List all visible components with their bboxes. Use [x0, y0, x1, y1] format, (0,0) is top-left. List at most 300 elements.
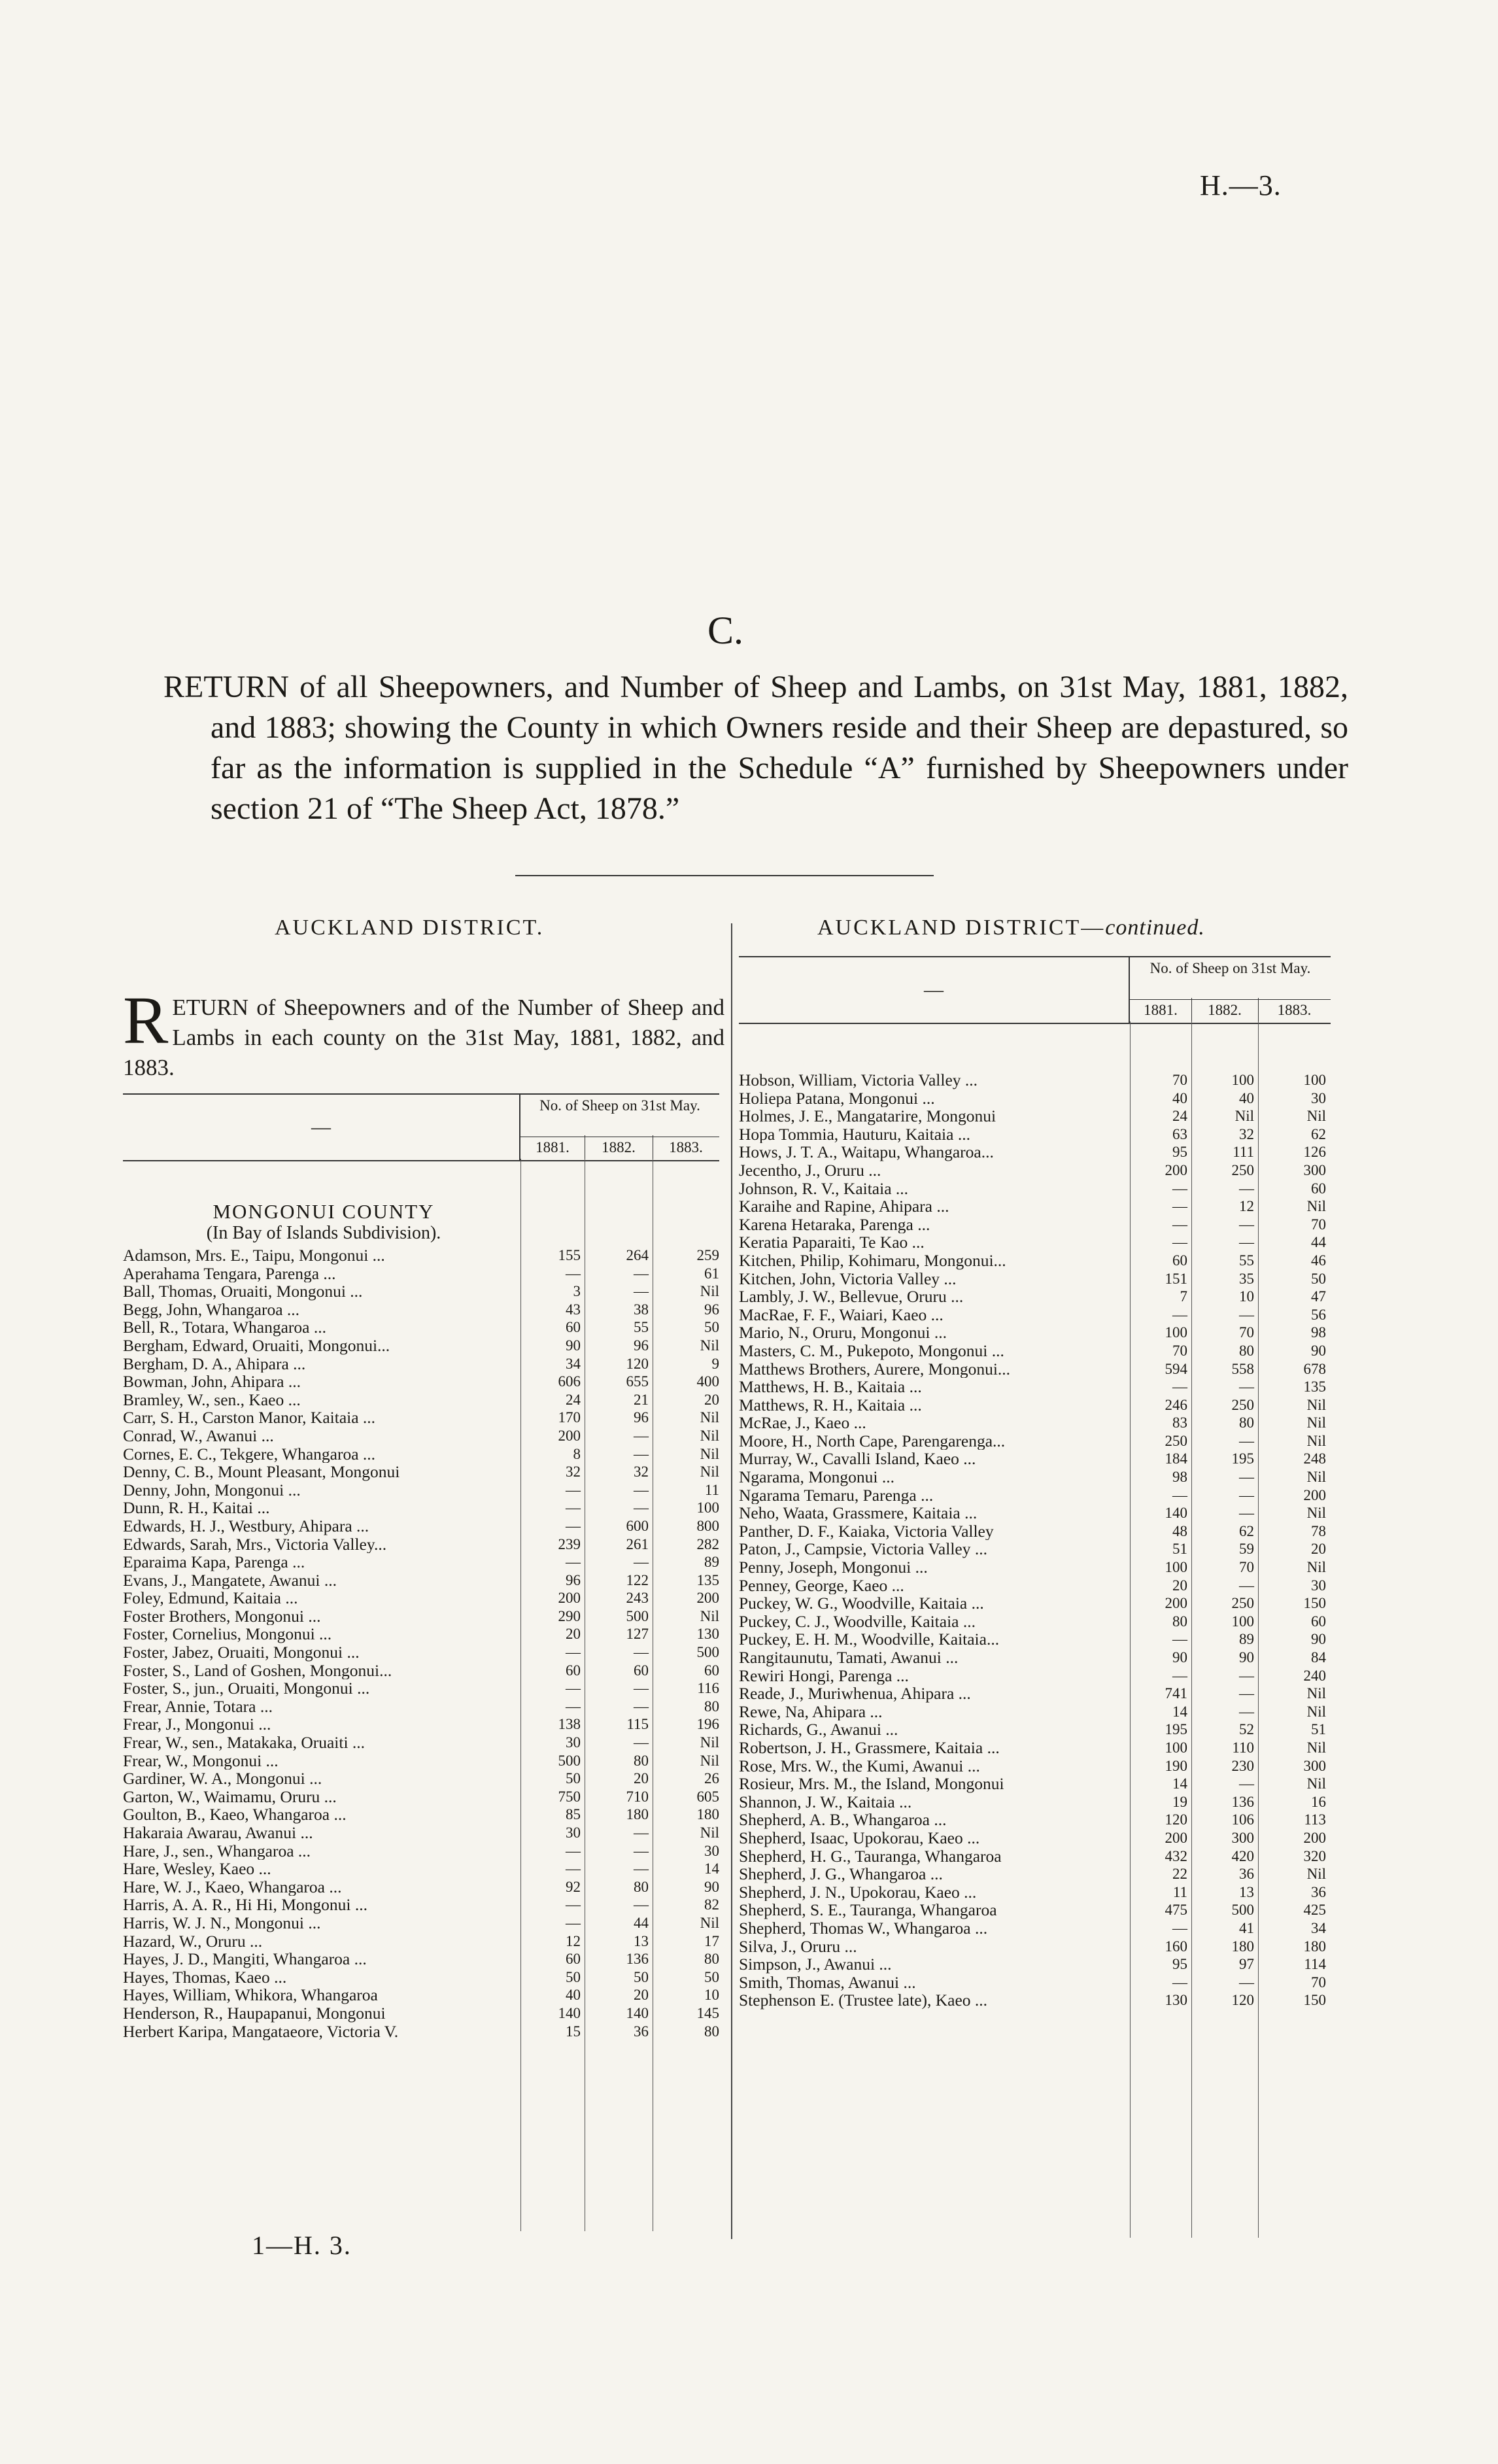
sheep-1882: 80	[634, 1878, 649, 1895]
sheep-1882: 115	[626, 1716, 649, 1733]
owner-name: Bramley, W., sen., Kaeo ...	[123, 1390, 301, 1409]
table-row	[739, 1306, 1331, 1324]
owner-name: Ball, Thomas, Oruaiti, Mongonui ...	[123, 1282, 363, 1301]
table-row	[739, 1720, 1331, 1739]
sheep-1882: 120	[626, 1355, 649, 1372]
owner-name: Denny, C. B., Mount Pleasant, Mongonui	[123, 1463, 400, 1481]
sheep-1882: 97	[1239, 1956, 1254, 1973]
table-row	[123, 1878, 719, 1896]
table-row	[739, 1811, 1331, 1829]
sheep-1883: 30	[704, 1842, 719, 1859]
sheep-1881: 155	[558, 1247, 581, 1263]
left-district-heading: AUCKLAND DISTRICT.	[275, 915, 545, 940]
owner-name: Richards, G., Awanui ...	[739, 1720, 898, 1739]
sheep-1881: 95	[1172, 1144, 1187, 1161]
sheep-1881: 32	[566, 1463, 581, 1480]
sheep-1881: —	[1172, 1306, 1187, 1323]
table-row	[739, 1071, 1331, 1089]
owner-name: Matthews, H. B., Kaitaia ...	[739, 1378, 922, 1396]
sheep-1881: 20	[1172, 1577, 1187, 1594]
owner-name: Puckey, E. H. M., Woodville, Kaitaia...	[739, 1630, 1000, 1649]
sheep-1881: 200	[558, 1590, 581, 1607]
table-row	[739, 1522, 1331, 1541]
sheep-1882: 89	[1239, 1631, 1254, 1648]
sheep-1882: 44	[634, 1914, 649, 1931]
sheep-1881: 594	[1165, 1360, 1187, 1377]
table-row	[739, 1324, 1331, 1342]
owner-name: Johnson, R. V., Kaitaia ...	[739, 1179, 909, 1198]
owner-name: Bergham, Edward, Oruaiti, Mongonui...	[123, 1336, 390, 1355]
right-header-year-1881: 1881.	[1130, 998, 1192, 1023]
sheep-1882: —	[1239, 1306, 1254, 1323]
sheep-1882: 50	[634, 1968, 649, 1985]
sheep-1881: 195	[1165, 1721, 1187, 1738]
sheep-1881: —	[566, 1896, 581, 1913]
sheep-1881: 60	[1172, 1252, 1187, 1269]
owner-name: Cornes, E. C., Tekgere, Whangaroa ...	[123, 1445, 376, 1463]
sheep-1883: 90	[1311, 1631, 1326, 1648]
sheep-1881: 24	[566, 1391, 581, 1408]
owner-name: Harris, W. J. N., Mongonui ...	[123, 1913, 321, 1932]
owner-name: Matthews, R. H., Kaitaia ...	[739, 1395, 922, 1414]
table-row	[123, 1662, 719, 1680]
owner-name: Frear, Annie, Totara ...	[123, 1697, 273, 1716]
sheep-1881: 95	[1172, 1956, 1187, 1973]
sheep-1881: 475	[1165, 1902, 1187, 1919]
owner-name: Harris, A. A. R., Hi Hi, Mongonui ...	[123, 1896, 368, 1914]
table-row	[739, 1577, 1331, 1595]
owner-name: Hayes, William, Whikora, Whangaroa	[123, 1986, 378, 2004]
sheep-1882: 710	[626, 1788, 649, 1805]
owner-name: Murray, W., Cavalli Island, Kaeo ...	[739, 1450, 976, 1469]
sheep-1882: 52	[1239, 1721, 1254, 1738]
sheep-1881: —	[1172, 1216, 1187, 1233]
table-row	[123, 1355, 719, 1373]
owner-name: Penney, George, Kaeo ...	[739, 1576, 904, 1595]
sheep-1882: 80	[1239, 1414, 1254, 1431]
sheep-1883: 70	[1311, 1974, 1326, 1991]
owner-name: Frear, W., Mongonui ...	[123, 1751, 279, 1770]
sheep-1882: —	[634, 1427, 649, 1444]
sheep-1881: —	[1172, 1198, 1187, 1215]
owner-name: Shepherd, A. B., Whangaroa ...	[739, 1811, 947, 1829]
sheep-1883: Nil	[700, 1409, 719, 1426]
sheep-1883: 9	[711, 1355, 719, 1372]
sheep-1881: 184	[1165, 1450, 1187, 1467]
sheep-1882: —	[1239, 1469, 1254, 1486]
sheep-1881: —	[566, 1698, 581, 1715]
sheep-1881: 12	[566, 1932, 581, 1949]
sheep-1881: 290	[558, 1607, 581, 1624]
owner-name: Simpson, J., Awanui ...	[739, 1955, 892, 1974]
sheep-1882: 100	[1231, 1613, 1254, 1630]
owner-name: Shepherd, J. N., Upokorau, Kaeo ...	[739, 1883, 977, 1902]
sheep-1883: 126	[1303, 1144, 1326, 1161]
sheep-1883: 80	[704, 1698, 719, 1715]
owner-name: Herbert Karipa, Mangataeore, Victoria V.	[123, 2022, 399, 2041]
sheep-1881: 14	[1172, 1775, 1187, 1792]
sheep-1883: 100	[696, 1499, 719, 1516]
sheep-1881: 160	[1165, 1938, 1187, 1955]
owner-name: Shepherd, J. G., Whangaroa ...	[739, 1865, 943, 1883]
owner-name: Lambly, J. W., Bellevue, Oruru ...	[739, 1288, 964, 1306]
sheep-1882: 80	[634, 1752, 649, 1769]
sheep-1882: —	[1239, 1216, 1254, 1233]
owner-name: Smith, Thomas, Awanui ...	[739, 1973, 916, 1992]
table-row	[123, 1698, 719, 1716]
table-row	[739, 1143, 1331, 1161]
sheep-1882: 250	[1231, 1595, 1254, 1612]
sheep-1881: 90	[1172, 1649, 1187, 1666]
table-row	[739, 1757, 1331, 1775]
sheep-1882: —	[1239, 1378, 1254, 1395]
sheep-1882: 136	[1231, 1793, 1254, 1810]
sheep-1881: 80	[1172, 1613, 1187, 1630]
table-row	[123, 1517, 719, 1535]
sheep-1881: 250	[1165, 1432, 1187, 1449]
sheep-1882: —	[1239, 1180, 1254, 1197]
sheep-1881: —	[566, 1680, 581, 1697]
sheep-1883: Nil	[1306, 1198, 1326, 1215]
sheep-1882: 655	[626, 1373, 649, 1390]
sheep-1882: —	[634, 1283, 649, 1300]
sheep-1883: 145	[696, 2004, 719, 2021]
page-number: H.—3.	[1200, 169, 1282, 201]
document-title: RETURN of all Sheepowners, and Number of Sheep and Lambs, on 31st May, 1881, 1882, and 1883; showing the County in which Owners reside and their Sheep are depastured, so far as the information is supplied in the Schedule “A” furnished by Sheepowners under section 21 of “The Sheep Act, 1878.”	[163, 670, 1348, 826]
sheep-1881: 50	[566, 1770, 581, 1787]
table-row	[739, 1991, 1331, 2010]
table-row	[739, 1270, 1331, 1288]
sheep-1883: Nil	[1306, 1685, 1326, 1702]
owner-name: Robertson, J. H., Grassmere, Kaitaia ...	[739, 1738, 1000, 1757]
owner-name: Hazard, W., Oruru ...	[123, 1932, 263, 1951]
sheep-1883: 240	[1303, 1667, 1326, 1684]
owner-name: Holmes, J. E., Mangatarire, Mongonui	[739, 1107, 996, 1125]
sheep-1881: 70	[1172, 1342, 1187, 1359]
sheep-1881: 98	[1172, 1469, 1187, 1486]
sheep-1881: 30	[566, 1824, 581, 1841]
sheep-1883: 26	[704, 1770, 719, 1787]
sheep-1881: 83	[1172, 1414, 1187, 1431]
sheep-1881: 20	[566, 1626, 581, 1643]
intro-paragraph	[123, 983, 724, 1083]
sheep-1883: 10	[704, 1987, 719, 2004]
owner-name: Rewiri Hongi, Parenga ...	[739, 1666, 909, 1685]
table-row	[123, 1481, 719, 1499]
table-row	[123, 1950, 719, 1968]
sheep-1881: 170	[558, 1409, 581, 1426]
table-row	[739, 1955, 1331, 1974]
sheep-1882: —	[1239, 1486, 1254, 1503]
sheep-1883: 56	[1311, 1306, 1326, 1323]
left-header-year-1883: 1883.	[669, 1139, 703, 1155]
table-row	[739, 1667, 1331, 1685]
owner-name: Aperahama Tengara, Parenga ...	[123, 1264, 336, 1283]
table-row	[739, 1414, 1331, 1432]
sheep-1883: 282	[696, 1535, 719, 1552]
owner-name: Shepherd, H. G., Tauranga, Whangaroa	[739, 1847, 1002, 1866]
sheep-1882: —	[1239, 1505, 1254, 1522]
table-row	[123, 1373, 719, 1391]
sheep-1881: 7	[1180, 1288, 1187, 1305]
sheep-1883: Nil	[700, 1734, 719, 1751]
sheep-1882: 13	[634, 1932, 649, 1949]
owner-name: Frear, J., Mongonui ...	[123, 1715, 271, 1734]
owner-name: Hayes, J. D., Mangiti, Whangaroa ...	[123, 1950, 367, 1968]
sheep-1881: 34	[566, 1355, 581, 1372]
sheep-1881: —	[1172, 1631, 1187, 1648]
sheep-1881: —	[1172, 1234, 1187, 1251]
sheep-1883: 500	[696, 1644, 719, 1661]
sheep-1883: 36	[1311, 1883, 1326, 1900]
sheep-1881: 22	[1172, 1866, 1187, 1883]
table-row	[739, 1180, 1331, 1198]
sheep-1882: 110	[1232, 1739, 1254, 1756]
sheep-1881: 24	[1172, 1108, 1187, 1125]
sheep-1882: —	[634, 1842, 649, 1859]
sheep-1883: 100	[1303, 1072, 1326, 1088]
sheep-1881: 140	[558, 2004, 581, 2021]
sheep-1883: 82	[704, 1896, 719, 1913]
left-table-header	[123, 1093, 719, 1161]
owner-name: Moore, H., North Cape, Parengarenga...	[739, 1431, 1006, 1450]
owner-name: Bergham, D. A., Ahipara ...	[123, 1354, 306, 1373]
sheep-1882: —	[1239, 1234, 1254, 1251]
table-row	[123, 1643, 719, 1662]
sheep-1883: Nil	[1306, 1108, 1326, 1125]
table-row	[739, 1288, 1331, 1306]
table-row	[739, 1342, 1331, 1360]
sheep-1883: 98	[1311, 1324, 1326, 1341]
sheep-1881: 85	[566, 1806, 581, 1823]
sheep-1883: 300	[1303, 1161, 1326, 1178]
sheep-1883: 196	[696, 1716, 719, 1733]
right-table-header	[739, 956, 1331, 1024]
section-letter: C.	[707, 609, 744, 652]
owner-name: Shepherd, S. E., Tauranga, Whangaroa	[739, 1901, 997, 1919]
sheep-1883: Nil	[700, 1914, 719, 1931]
sheep-1881: 50	[566, 1968, 581, 1985]
sheep-1882: 264	[626, 1247, 649, 1263]
table-row	[123, 1914, 719, 1932]
sheep-1883: 14	[704, 1860, 719, 1877]
sheep-1883: 60	[1311, 1613, 1326, 1630]
sheep-1881: —	[566, 1842, 581, 1859]
sheep-1882: 500	[1231, 1902, 1254, 1919]
sheep-1881: 3	[573, 1283, 581, 1300]
table-row	[123, 1788, 719, 1806]
sheep-1881: 200	[1165, 1595, 1187, 1612]
sheep-1882: —	[634, 1481, 649, 1498]
owner-name: Karaihe and Rapine, Ahipara ...	[739, 1197, 949, 1216]
table-row	[123, 1968, 719, 1987]
sheep-1882: 35	[1239, 1270, 1254, 1287]
sheep-1881: 200	[1165, 1829, 1187, 1846]
table-row	[739, 1938, 1331, 1956]
owner-name: Panther, D. F., Kaiaka, Victoria Valley	[739, 1522, 994, 1541]
table-row	[123, 1535, 719, 1554]
owner-name: Denny, John, Mongonui ...	[123, 1480, 301, 1499]
sheep-1881: 8	[573, 1445, 581, 1462]
right-district-continued: continued.	[1105, 915, 1205, 940]
table-row	[123, 1553, 719, 1571]
intro-text: ETURN of Sheepowners and of the Number of Sheep and Lambs in each county on the 31st May, 1881, 1882, and 1883.	[123, 995, 724, 1080]
sheep-1881: —	[566, 1517, 581, 1534]
sheep-1883: 62	[1311, 1125, 1326, 1142]
sheep-1882: 32	[634, 1463, 649, 1480]
sheep-1881: 11	[1172, 1883, 1187, 1900]
sheep-1883: 20	[1311, 1541, 1326, 1558]
sheep-1883: 96	[704, 1301, 719, 1318]
sheep-1882: 136	[626, 1951, 649, 1968]
sheep-1882: —	[634, 1499, 649, 1516]
sheep-1882: 600	[626, 1517, 649, 1534]
sheep-1881: 140	[1165, 1505, 1187, 1522]
table-row	[739, 1197, 1331, 1216]
owner-name: Matthews Brothers, Aurere, Mongonui...	[739, 1360, 1011, 1378]
sheep-1882: 122	[626, 1571, 649, 1588]
sheep-1882: 20	[634, 1987, 649, 2004]
sheep-1882: 195	[1231, 1450, 1254, 1467]
sheep-1883: 61	[704, 1265, 719, 1282]
sheep-1883: Nil	[700, 1752, 719, 1769]
sheep-1883: Nil	[700, 1607, 719, 1624]
sheep-1881: 60	[566, 1662, 581, 1679]
owner-name: Garton, W., Waimamu, Oruru ...	[123, 1787, 337, 1806]
sheep-1882: —	[634, 1265, 649, 1282]
sheep-1882: 111	[1233, 1144, 1254, 1161]
table-row	[739, 1558, 1331, 1577]
sheep-1882: 36	[634, 2023, 649, 2040]
sheep-1881: —	[1172, 1486, 1187, 1503]
owner-name: Foster, Cornelius, Mongonui ...	[123, 1625, 332, 1644]
sheep-1883: 425	[1303, 1902, 1326, 1919]
owner-name: Rewe, Na, Ahipara ...	[739, 1702, 883, 1721]
sheep-1882: —	[634, 1445, 649, 1462]
table-row	[739, 1252, 1331, 1270]
sheep-1883: 400	[696, 1373, 719, 1390]
sheep-1882: 40	[1239, 1089, 1254, 1106]
sheep-1881: 100	[1165, 1559, 1187, 1576]
table-row	[123, 2004, 719, 2023]
table-row	[123, 1842, 719, 1860]
sheep-1882: 120	[1231, 1992, 1254, 2009]
sheep-1882: —	[634, 1860, 649, 1877]
sheep-1882: —	[634, 1734, 649, 1751]
sheep-1883: 50	[704, 1319, 719, 1336]
owner-name: Frear, W., sen., Matakaka, Oruaiti ...	[123, 1734, 366, 1752]
sheep-1883: 47	[1311, 1288, 1326, 1305]
owner-name: Gardiner, W. A., Mongonui ...	[123, 1770, 322, 1788]
owner-name: Neho, Waata, Grassmere, Kaitaia ...	[739, 1504, 978, 1522]
owner-name: Foster Brothers, Mongonui ...	[123, 1607, 321, 1626]
sheep-1881: —	[1172, 1974, 1187, 1991]
table-row	[123, 1265, 719, 1283]
sheep-1883: 78	[1311, 1522, 1326, 1539]
sheep-1881: 63	[1172, 1125, 1187, 1142]
owner-name: Kitchen, Philip, Kohimaru, Mongonui...	[739, 1251, 1006, 1270]
left-table-body	[123, 1246, 719, 2040]
sheep-1881: —	[1172, 1180, 1187, 1197]
sheep-1883: 70	[1311, 1216, 1326, 1233]
table-row	[739, 1468, 1331, 1486]
sheep-1883: 150	[1303, 1992, 1326, 2009]
owner-name: Foster, Jabez, Oruaiti, Mongonui ...	[123, 1643, 360, 1662]
right-district-title: AUCKLAND DISTRICT—	[817, 915, 1106, 940]
sheep-1882: 96	[634, 1337, 649, 1354]
sheep-1883: 130	[696, 1626, 719, 1643]
right-table-body	[739, 1071, 1331, 2010]
sheep-1882: 180	[1231, 1938, 1254, 1955]
sheep-1882: —	[1239, 1974, 1254, 1991]
owner-name: Holiepa Patana, Mongonui ...	[739, 1089, 935, 1108]
sheep-1882: 80	[1239, 1342, 1254, 1359]
table-row	[739, 1504, 1331, 1522]
sheep-1883: 90	[704, 1878, 719, 1895]
owner-name: Penny, Joseph, Mongonui ...	[739, 1558, 928, 1577]
owner-name: Foster, S., jun., Oruaiti, Mongonui ...	[123, 1679, 370, 1698]
table-row	[123, 1318, 719, 1337]
sheep-1882: —	[1239, 1775, 1254, 1792]
sheep-1883: 89	[704, 1554, 719, 1571]
sheep-1882: 180	[626, 1806, 649, 1823]
sheep-1882: 55	[1239, 1252, 1254, 1269]
sheep-1883: 30	[1311, 1089, 1326, 1106]
sheep-1882: 127	[626, 1626, 649, 1643]
table-row	[739, 1360, 1331, 1378]
owner-name: Rose, Mrs. W., the Kumi, Awanui ...	[739, 1756, 980, 1775]
sheep-1882: 62	[1239, 1522, 1254, 1539]
sheep-1881: 70	[1172, 1072, 1187, 1088]
owner-name: Hakaraia Awarau, Awanui ...	[123, 1824, 313, 1842]
sheep-1881: 138	[558, 1716, 581, 1733]
sheep-1883: 800	[696, 1517, 719, 1534]
owner-name: Dunn, R. H., Kaitai ...	[123, 1499, 270, 1517]
table-row	[739, 1378, 1331, 1396]
sheep-1882: 13	[1239, 1883, 1254, 1900]
owner-name: Hows, J. T. A., Waitapu, Whangaroa...	[739, 1143, 994, 1161]
sheep-1881: 51	[1172, 1541, 1187, 1558]
sheep-1881: —	[566, 1481, 581, 1498]
table-row	[123, 1337, 719, 1355]
sheep-1881: —	[1172, 1667, 1187, 1684]
sheep-1882: —	[634, 1698, 649, 1715]
sheep-1883: Nil	[1306, 1739, 1326, 1756]
owner-name: Carr, S. H., Carston Manor, Kaitaia ...	[123, 1409, 376, 1427]
table-row	[123, 1986, 719, 2004]
owner-name: Shepherd, Thomas W., Whangaroa ...	[739, 1919, 988, 1938]
sheep-1882: 60	[634, 1662, 649, 1679]
sheep-1882: 500	[626, 1607, 649, 1624]
sheep-1881: 120	[1165, 1811, 1187, 1828]
table-row	[123, 1589, 719, 1607]
sheep-1883: 60	[1311, 1180, 1326, 1197]
sheep-1883: 259	[696, 1247, 719, 1263]
sheep-1883: 200	[1303, 1829, 1326, 1846]
sheep-1882: 261	[626, 1535, 649, 1552]
sheep-1882: 36	[1239, 1866, 1254, 1883]
sheep-1883: 135	[1303, 1378, 1326, 1395]
sheep-1881: 14	[1172, 1703, 1187, 1720]
table-row	[123, 2023, 719, 2041]
table-row	[739, 1125, 1331, 1144]
table-row	[123, 1824, 719, 1842]
sheep-1882: 38	[634, 1301, 649, 1318]
owner-name: Hare, W. J., Kaeo, Whangaroa ...	[123, 1877, 342, 1896]
sheep-1881: 741	[1165, 1685, 1187, 1702]
sheep-1882: 106	[1231, 1811, 1254, 1828]
table-row	[123, 1301, 719, 1319]
